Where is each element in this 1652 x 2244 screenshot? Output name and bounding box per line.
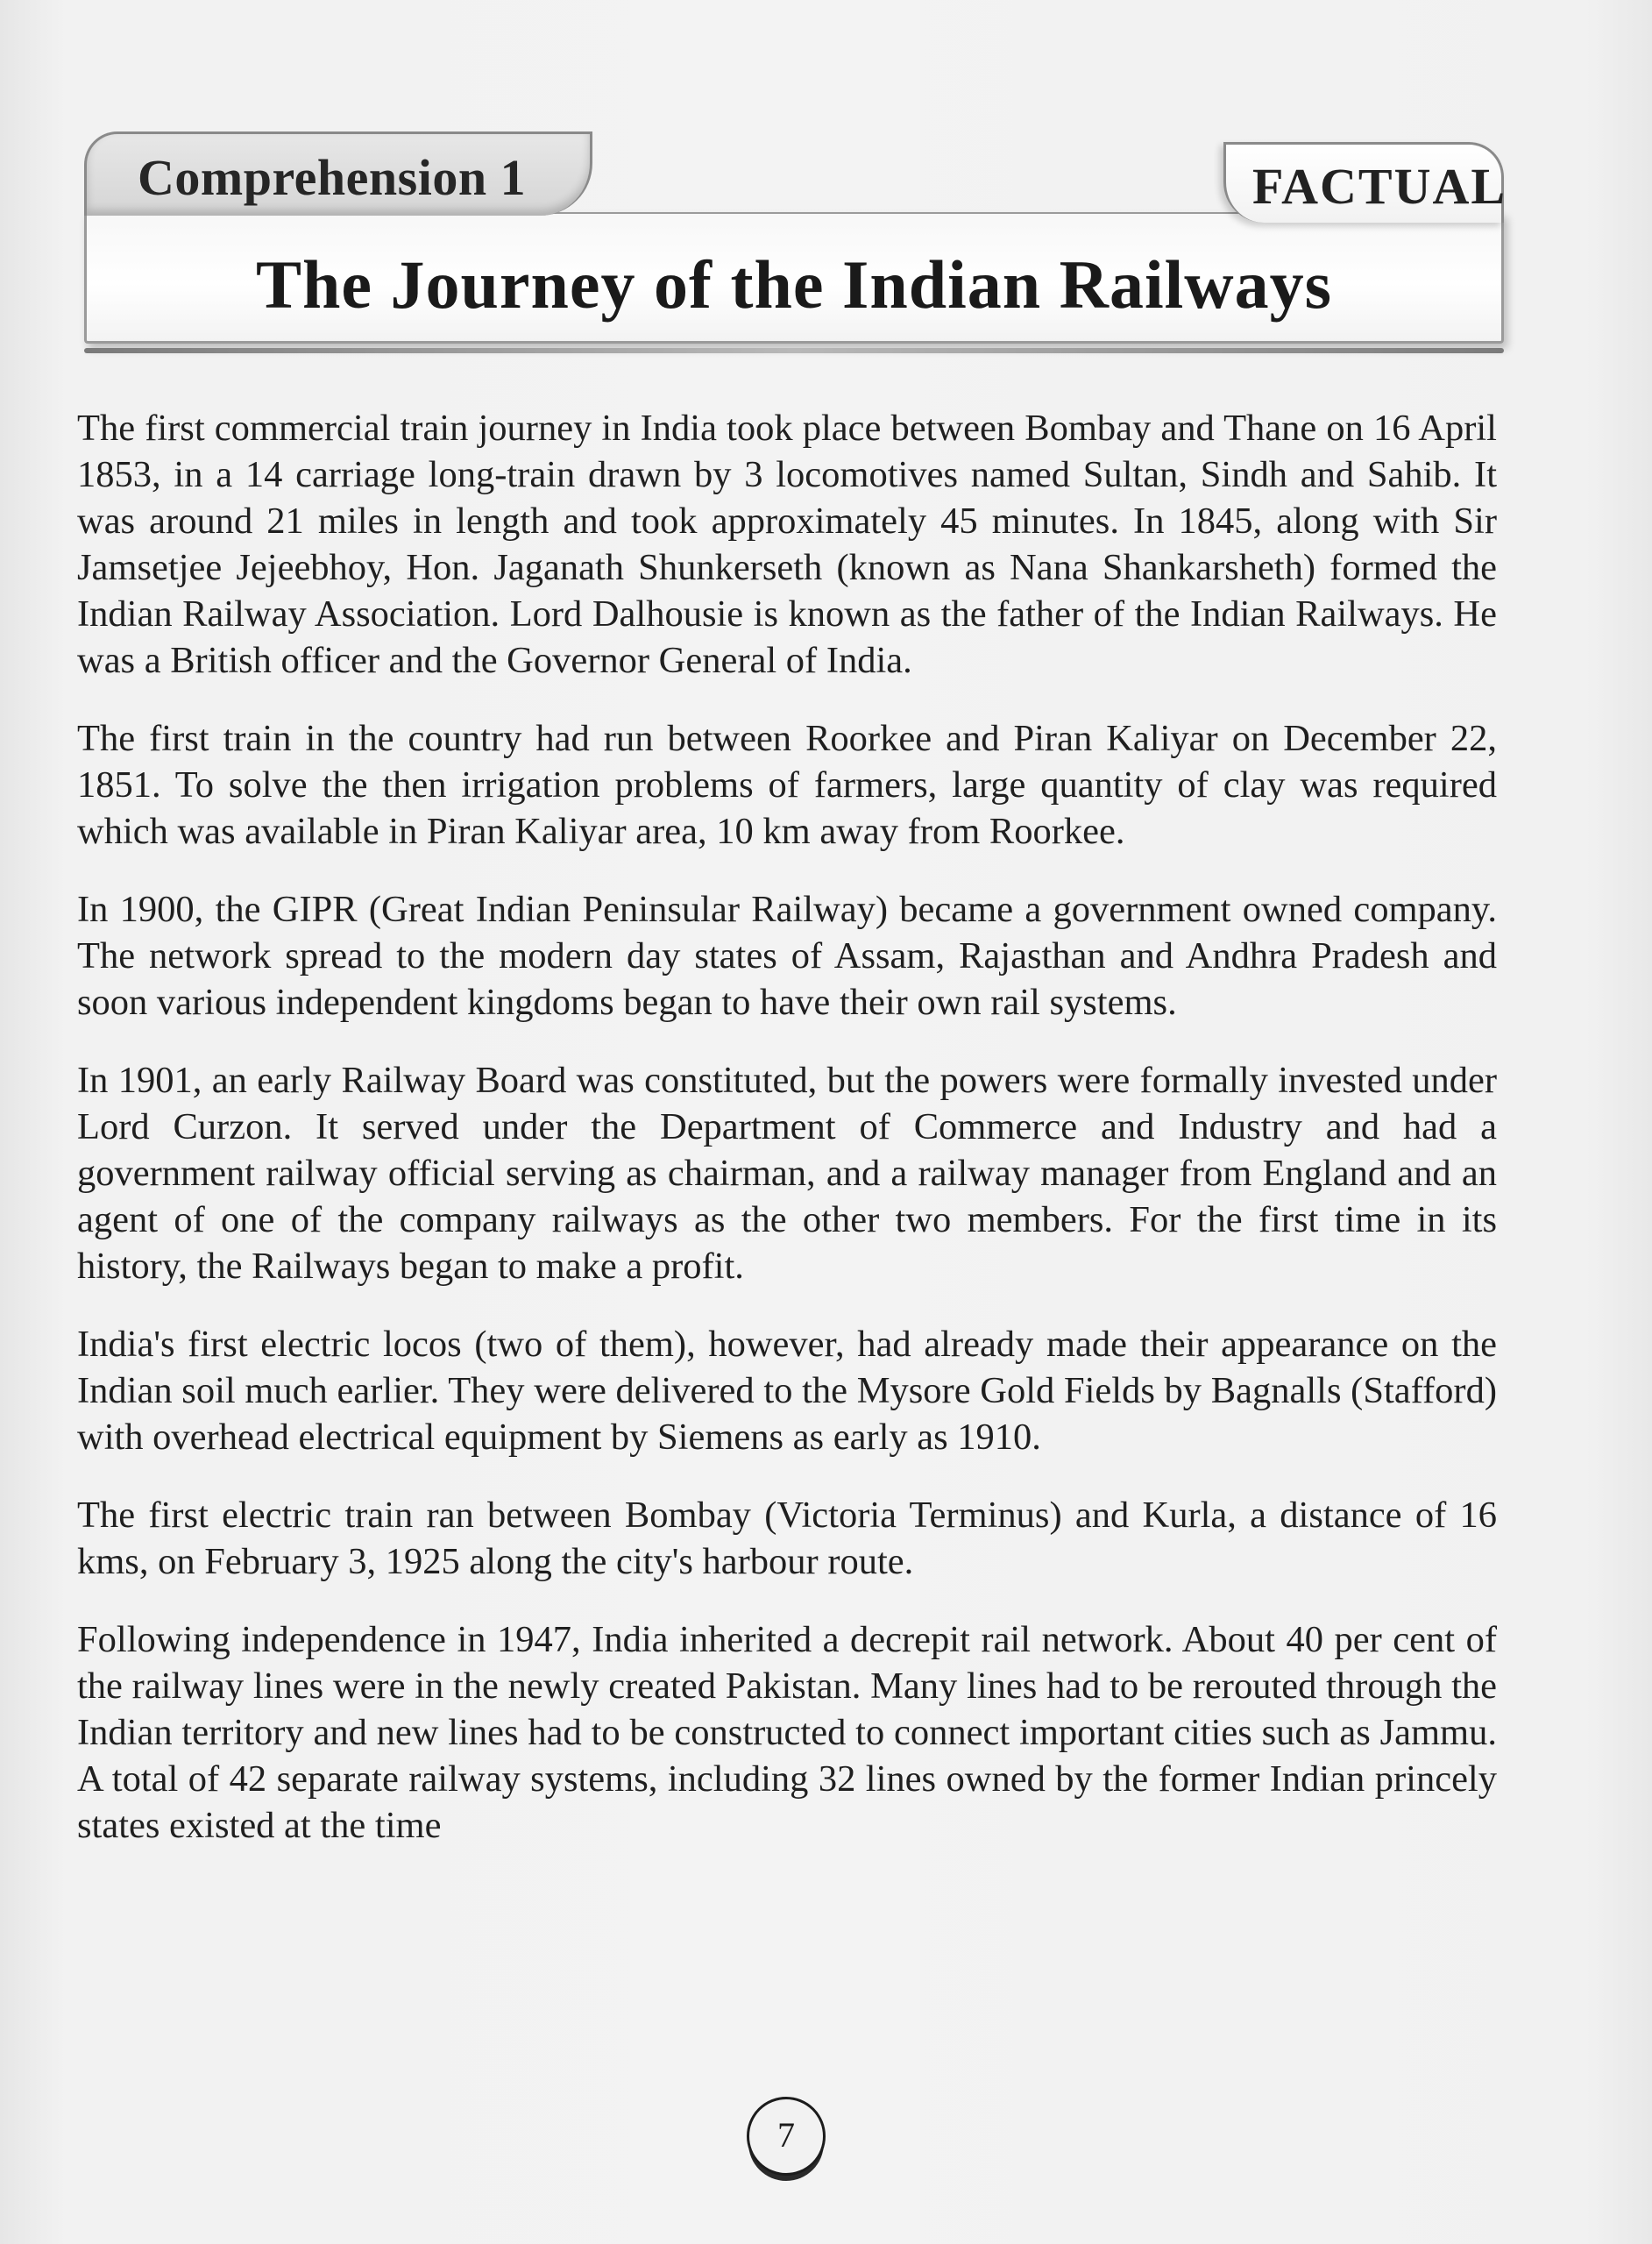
paragraph: Following independence in 1947, India inherited a decrepit rail network. About 40 per cent of the railway lines were in the newly created Pakistan. Many lines had to be rerouted through the Indian territory and new lines had to be constructed to connect important cities such as Jammu. A total of 42 separate railway systems, including 32 lines owned by the former Indian princely states existed at the time bbox=[77, 1619, 1497, 1846]
paragraph: In 1901, an early Railway Board was constituted, but the powers were formally invested under Lord Curzon. It served under the Department of Commerce and Industry and had a government railway official serving as chairman, and a railway manager from England and an agent of one of the company railways as the other two members. For the first time in its history, the Railways began to make a profit. bbox=[77, 1060, 1497, 1287]
category-label: FACTUAL bbox=[1252, 158, 1507, 215]
category-tab bbox=[1223, 142, 1507, 223]
paragraph: India's first electric locos (two of them), however, had already made their appearance on the Indian soil much earlier. They were delivered to the Mysore Gold Fields by Bagnalls (Stafford) with overhead electrical equipment by Siemens as early as 1910. bbox=[77, 1324, 1497, 1458]
article-body bbox=[77, 405, 1497, 1880]
comprehension-tab bbox=[84, 131, 592, 216]
comprehension-label: Comprehension 1 bbox=[138, 149, 527, 206]
chapter-header bbox=[84, 131, 1507, 361]
page-title: The Journey of the Indian Railways bbox=[256, 246, 1332, 323]
page-number: 7 bbox=[747, 2097, 826, 2176]
paragraph: The first electric train ran between Bombay (Victoria Terminus) and Kurla, a distance of 16 kms, on February 3, 1925 along the city's harbour route. bbox=[77, 1495, 1497, 1582]
paragraph: The first train in the country had run between Roorkee and Piran Kaliyar on December 22, 1851. To solve the then irrigation problems of farmers, large quantity of clay was required which was available in Piran Kaliyar area, 10 km away from Roorkee. bbox=[77, 718, 1497, 852]
paragraph: In 1900, the GIPR (Great Indian Peninsular Railway) became a government owned company. The network spread to the modern day states of Assam, Rajasthan and Andhra Pradesh and soon various independent kingdoms began to have their own rail systems. bbox=[77, 889, 1497, 1023]
paragraph: The first commercial train journey in India took place between Bombay and Thane on 16 April 1853, in a 14 carriage long-train drawn by 3 locomotives named Sultan, Sindh and Sahib. It was around 21 miles in length and took approximately 45 minutes. In 1845, along with Sir Jamsetjee Jejeebhoy, Hon. Jaganath Shunkerseth (known as Nana Shankarsheth) formed the Indian Railway Association. Lord Dalhousie is known as the father of the Indian Railways. He was a British officer and the Governor General of India. bbox=[77, 408, 1497, 681]
